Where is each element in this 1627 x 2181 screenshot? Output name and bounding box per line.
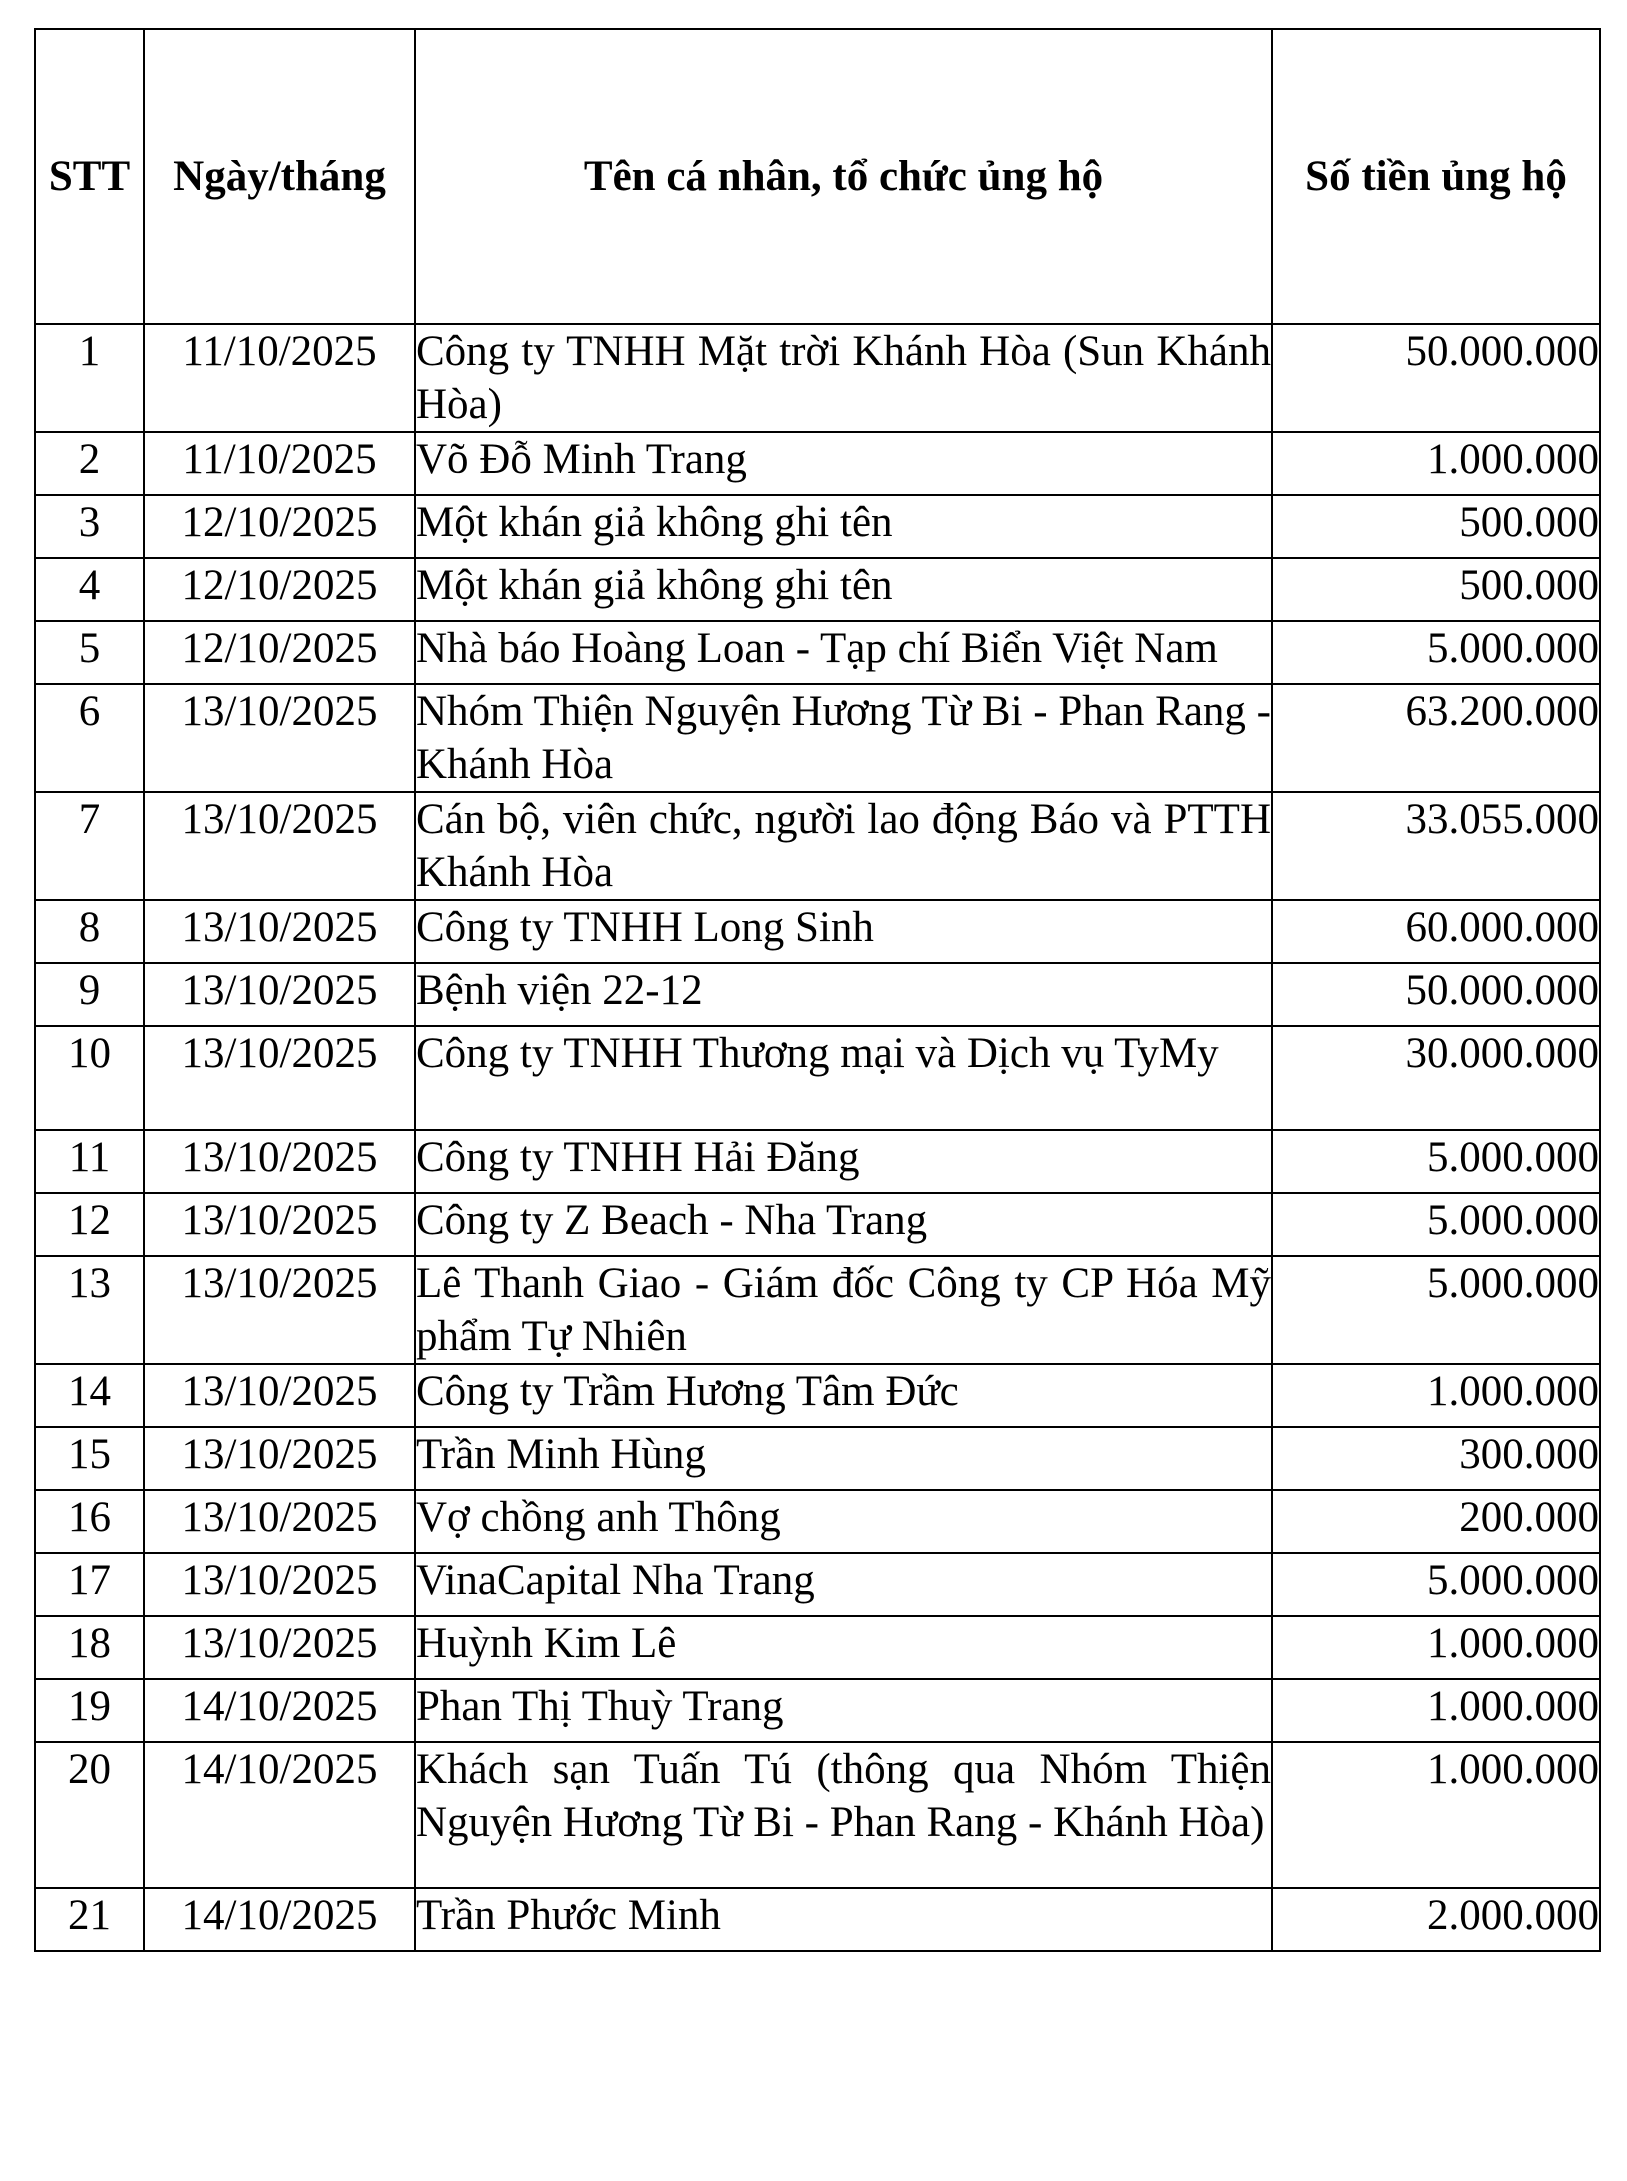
row-donor-name: VinaCapital Nha Trang (415, 1553, 1272, 1616)
row-donor-name: Trần Phước Minh (415, 1888, 1272, 1951)
row-amount: 50.000.000 (1272, 963, 1600, 1026)
row-donor-name: Nhà báo Hoàng Loan - Tạp chí Biển Việt Nam (415, 621, 1272, 684)
row-amount: 1.000.000 (1272, 432, 1600, 495)
table-row (35, 1256, 1600, 1364)
row-date: 13/10/2025 (144, 1026, 415, 1130)
row-donor-name: Vợ chồng anh Thông (415, 1490, 1272, 1553)
row-donor-name: Cán bộ, viên chức, người lao động Báo và PTTH Khánh Hòa (415, 792, 1272, 900)
row-amount: 200.000 (1272, 1490, 1600, 1553)
row-stt: 12 (35, 1193, 144, 1256)
row-date: 12/10/2025 (144, 558, 415, 621)
row-stt: 20 (35, 1742, 144, 1888)
table-row (35, 1026, 1600, 1130)
row-stt: 5 (35, 621, 144, 684)
donations-table (34, 28, 1601, 1952)
table-row (35, 1553, 1600, 1616)
row-stt: 17 (35, 1553, 144, 1616)
table-row (35, 1616, 1600, 1679)
row-donor-name: Công ty TNHH Thương mại và Dịch vụ TyMy (415, 1026, 1272, 1130)
table-row (35, 558, 1600, 621)
table-row (35, 1364, 1600, 1427)
row-amount: 63.200.000 (1272, 684, 1600, 792)
row-amount: 5.000.000 (1272, 1256, 1600, 1364)
row-stt: 10 (35, 1026, 144, 1130)
row-date: 11/10/2025 (144, 324, 415, 432)
row-amount: 5.000.000 (1272, 1130, 1600, 1193)
table-row (35, 1193, 1600, 1256)
row-date: 14/10/2025 (144, 1742, 415, 1888)
row-amount: 1.000.000 (1272, 1679, 1600, 1742)
header-row (35, 29, 1600, 324)
row-stt: 19 (35, 1679, 144, 1742)
table-row (35, 1490, 1600, 1553)
row-date: 13/10/2025 (144, 1193, 415, 1256)
row-donor-name: Một khán giả không ghi tên (415, 558, 1272, 621)
row-amount: 1.000.000 (1272, 1742, 1600, 1888)
row-amount: 60.000.000 (1272, 900, 1600, 963)
table-row (35, 900, 1600, 963)
row-donor-name: Nhóm Thiện Nguyện Hương Từ Bi - Phan Rang - Khánh Hòa (415, 684, 1272, 792)
table-row (35, 432, 1600, 495)
header-date: Ngày/tháng (144, 29, 415, 324)
table-row (35, 684, 1600, 792)
row-donor-name: Công ty Trầm Hương Tâm Đức (415, 1364, 1272, 1427)
row-stt: 16 (35, 1490, 144, 1553)
row-stt: 9 (35, 963, 144, 1026)
row-date: 12/10/2025 (144, 621, 415, 684)
row-date: 14/10/2025 (144, 1679, 415, 1742)
row-amount: 30.000.000 (1272, 1026, 1600, 1130)
row-date: 13/10/2025 (144, 900, 415, 963)
table-row (35, 1679, 1600, 1742)
row-donor-name: Khách sạn Tuấn Tú (thông qua Nhóm Thiện Nguyện Hương Từ Bi - Phan Rang - Khánh Hòa) (415, 1742, 1272, 1888)
header-stt: STT (35, 29, 144, 324)
row-stt: 13 (35, 1256, 144, 1364)
row-stt: 8 (35, 900, 144, 963)
row-amount: 1.000.000 (1272, 1616, 1600, 1679)
row-date: 13/10/2025 (144, 1256, 415, 1364)
row-date: 13/10/2025 (144, 684, 415, 792)
row-donor-name: Lê Thanh Giao - Giám đốc Công ty CP Hóa Mỹ phẩm Tự Nhiên (415, 1256, 1272, 1364)
row-date: 13/10/2025 (144, 1553, 415, 1616)
table-row (35, 1427, 1600, 1490)
header-amount: Số tiền ủng hộ (1272, 29, 1600, 324)
row-stt: 3 (35, 495, 144, 558)
table-row (35, 621, 1600, 684)
header-donor-name: Tên cá nhân, tổ chức ủng hộ (415, 29, 1272, 324)
row-donor-name: Công ty TNHH Long Sinh (415, 900, 1272, 963)
row-amount: 50.000.000 (1272, 324, 1600, 432)
row-date: 13/10/2025 (144, 1616, 415, 1679)
row-stt: 11 (35, 1130, 144, 1193)
row-donor-name: Trần Minh Hùng (415, 1427, 1272, 1490)
row-stt: 6 (35, 684, 144, 792)
row-date: 13/10/2025 (144, 1364, 415, 1427)
row-donor-name: Võ Đỗ Minh Trang (415, 432, 1272, 495)
row-amount: 2.000.000 (1272, 1888, 1600, 1951)
table-row (35, 1742, 1600, 1888)
row-donor-name: Một khán giả không ghi tên (415, 495, 1272, 558)
row-date: 13/10/2025 (144, 792, 415, 900)
table-row (35, 324, 1600, 432)
row-stt: 2 (35, 432, 144, 495)
row-date: 13/10/2025 (144, 1427, 415, 1490)
row-amount: 300.000 (1272, 1427, 1600, 1490)
row-stt: 18 (35, 1616, 144, 1679)
row-amount: 500.000 (1272, 495, 1600, 558)
table-row (35, 1888, 1600, 1951)
row-donor-name: Công ty TNHH Hải Đăng (415, 1130, 1272, 1193)
row-date: 13/10/2025 (144, 1130, 415, 1193)
row-date: 13/10/2025 (144, 963, 415, 1026)
row-donor-name: Công ty TNHH Mặt trời Khánh Hòa (Sun Khánh Hòa) (415, 324, 1272, 432)
row-stt: 7 (35, 792, 144, 900)
table-row (35, 963, 1600, 1026)
table-row (35, 1130, 1600, 1193)
row-stt: 1 (35, 324, 144, 432)
row-stt: 15 (35, 1427, 144, 1490)
row-donor-name: Phan Thị Thuỳ Trang (415, 1679, 1272, 1742)
row-donor-name: Công ty Z Beach - Nha Trang (415, 1193, 1272, 1256)
table-row (35, 495, 1600, 558)
row-amount: 500.000 (1272, 558, 1600, 621)
row-date: 13/10/2025 (144, 1490, 415, 1553)
row-donor-name: Bệnh viện 22-12 (415, 963, 1272, 1026)
row-date: 12/10/2025 (144, 495, 415, 558)
row-date: 14/10/2025 (144, 1888, 415, 1951)
row-stt: 21 (35, 1888, 144, 1951)
row-date: 11/10/2025 (144, 432, 415, 495)
row-stt: 4 (35, 558, 144, 621)
row-amount: 33.055.000 (1272, 792, 1600, 900)
row-donor-name: Huỳnh Kim Lê (415, 1616, 1272, 1679)
row-amount: 5.000.000 (1272, 1193, 1600, 1256)
row-amount: 5.000.000 (1272, 621, 1600, 684)
row-amount: 1.000.000 (1272, 1364, 1600, 1427)
row-amount: 5.000.000 (1272, 1553, 1600, 1616)
row-stt: 14 (35, 1364, 144, 1427)
table-row (35, 792, 1600, 900)
